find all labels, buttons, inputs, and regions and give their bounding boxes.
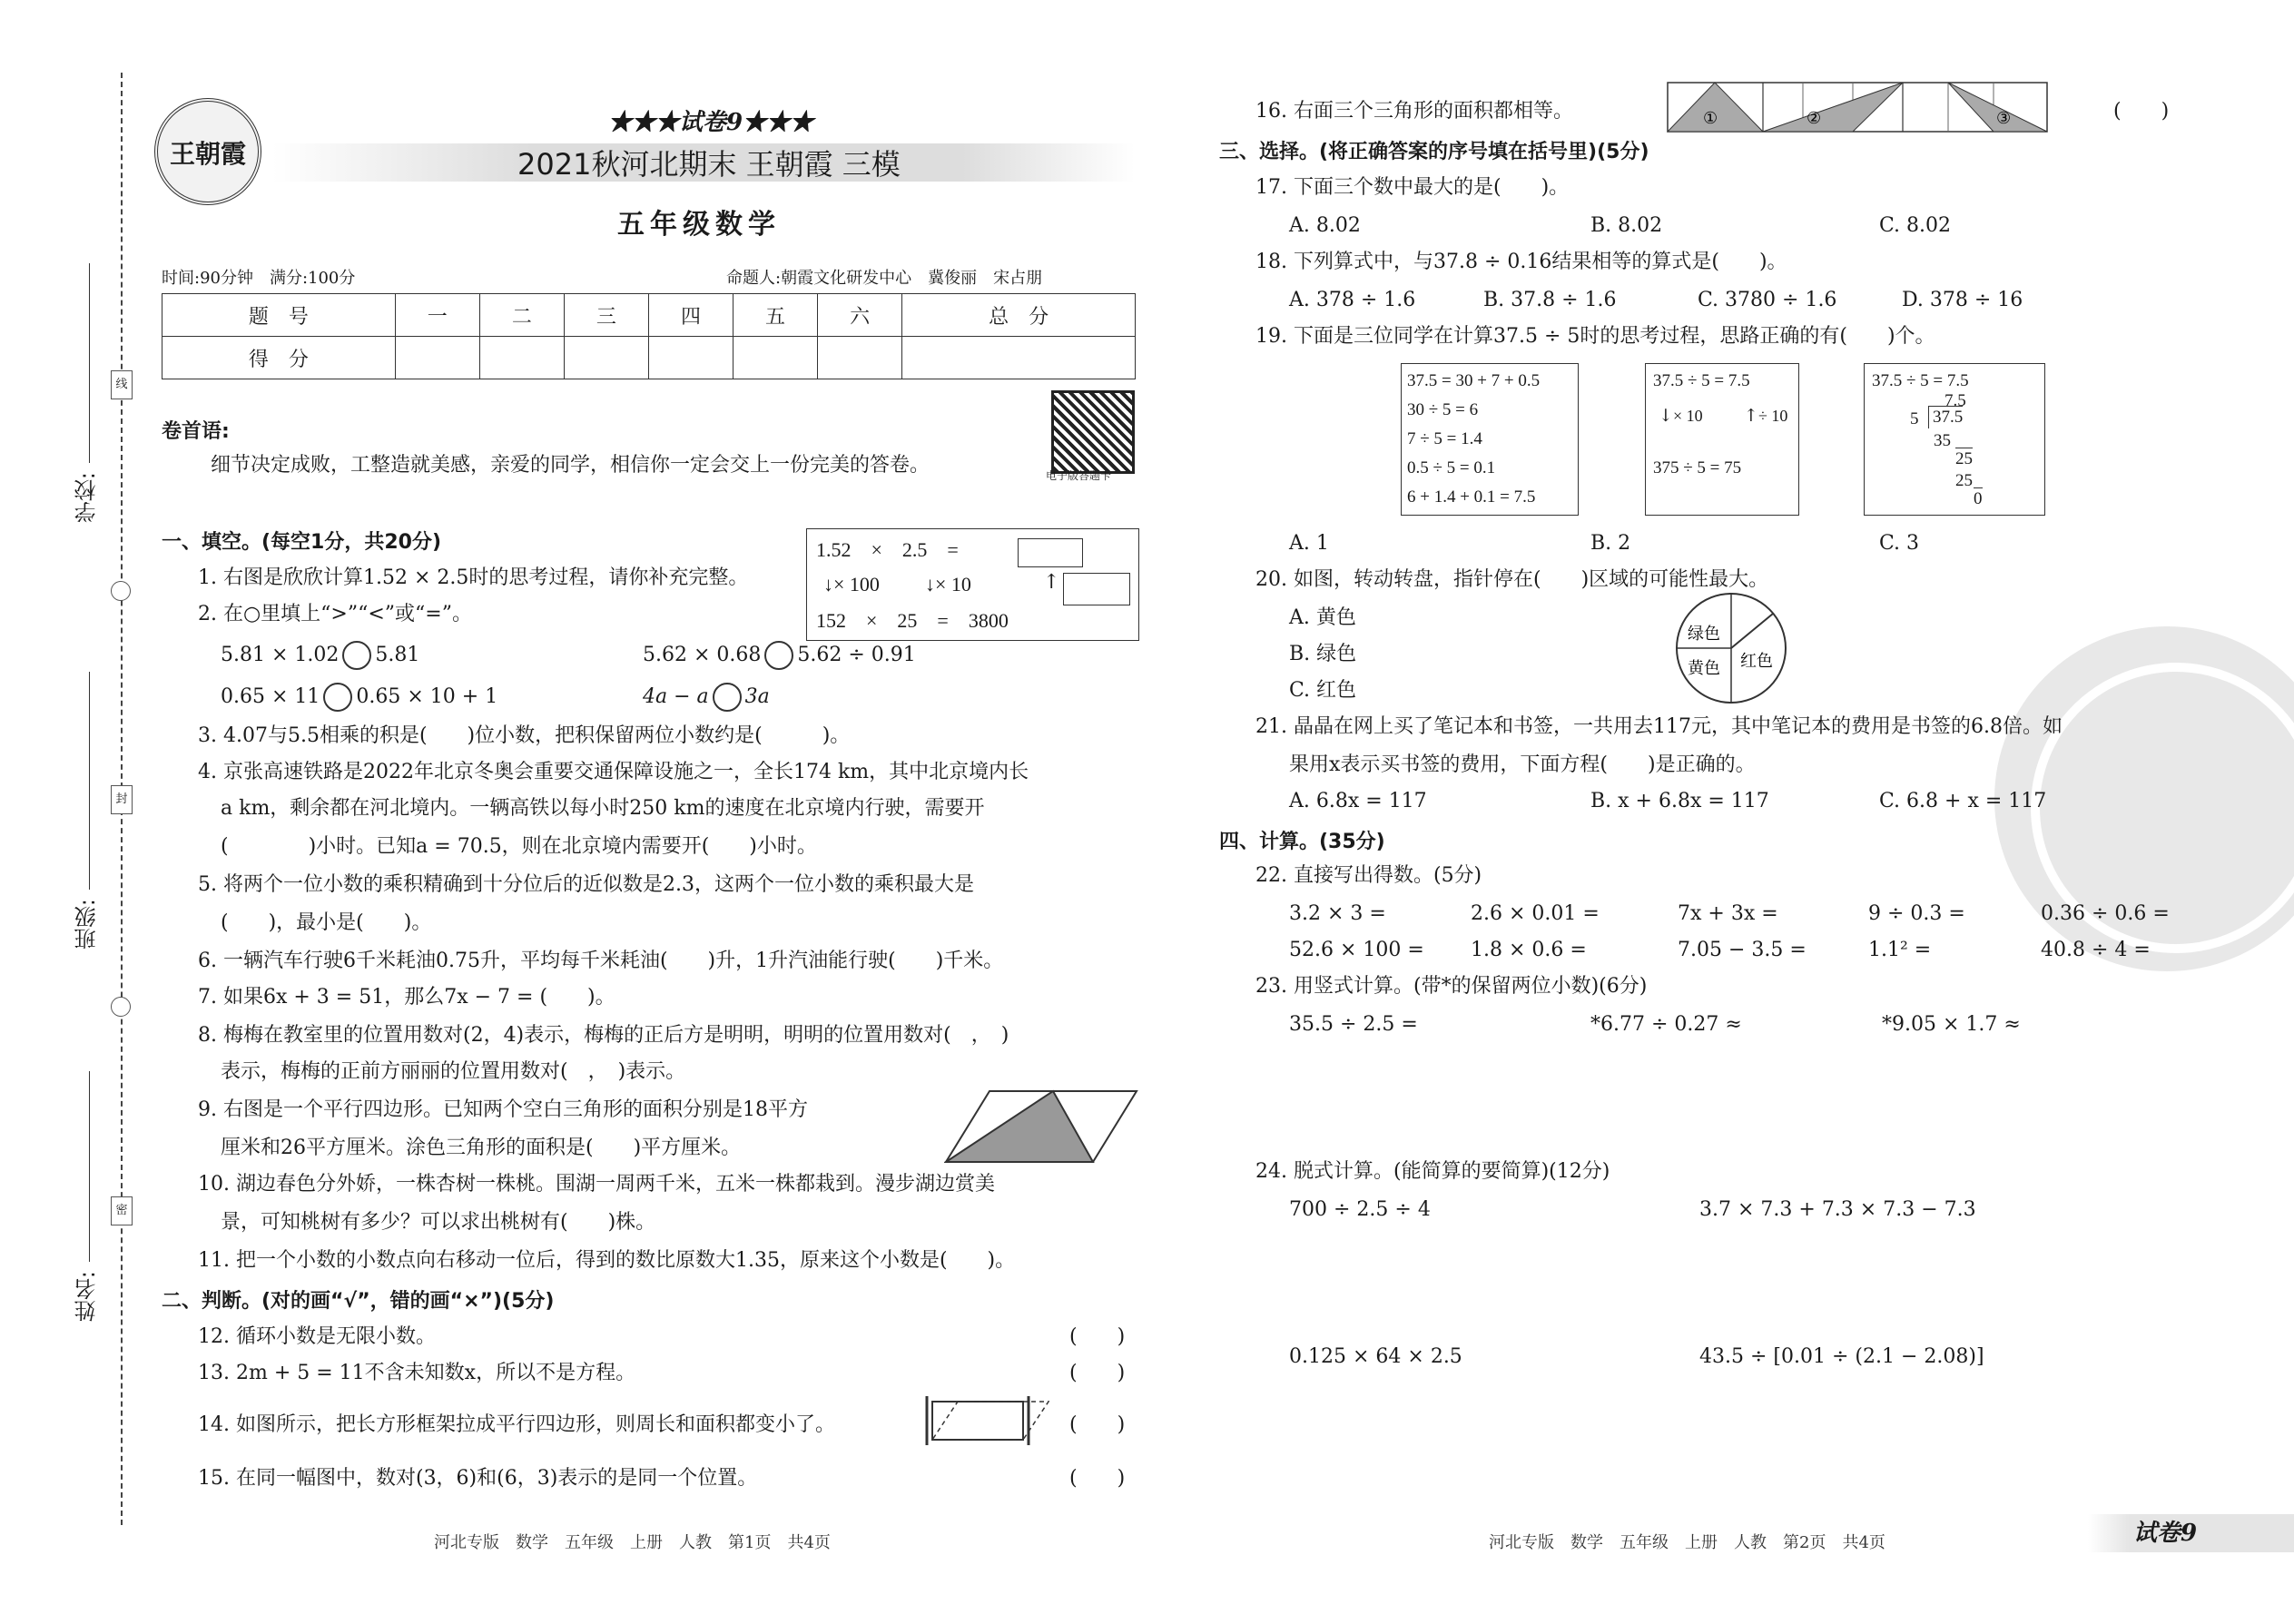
q8-line1: 8. 梅梅在教室里的位置用数对(2，4)表示，梅梅的正后方是明明，明明的位置用数对( ， )	[198, 1024, 1009, 1047]
spinner-figure	[1675, 592, 1787, 704]
q1-blank-box[interactable]	[1018, 538, 1083, 567]
q3: 3. 4.07与5.5相乘的积是( )位小数，把积保留两位小数约是( )。	[198, 724, 851, 747]
q19: 19. 下面是三位同学在计算37.5 ÷ 5时的思考过程，思路正确的有( )个。	[1255, 325, 1935, 348]
q22-item[interactable]: 40.8 ÷ 4 =	[2041, 939, 2151, 961]
score-header: 四	[648, 294, 733, 337]
class-label: 班级:	[74, 899, 100, 950]
q22-item[interactable]: 9 ÷ 0.3 =	[1868, 902, 1965, 925]
q17-option-a[interactable]: A. 8.02	[1289, 214, 1361, 237]
logo	[154, 98, 261, 205]
compare-circle[interactable]	[713, 683, 742, 712]
series-label: ★★★试卷9★★★	[608, 109, 814, 136]
q21-line2: 果用x表示买书签的费用，下面方程( )是正确的。	[1289, 753, 1756, 776]
up-arrow-icon: ↑	[1744, 406, 1758, 426]
q16-answer[interactable]: ( )	[2113, 100, 2170, 123]
q11: 11. 把一个小数的小数点向右移动一位后，得到的数比原数大1.35，原来这个小数是( )。	[198, 1249, 1016, 1272]
q17-option-c[interactable]: C. 8.02	[1879, 214, 1952, 237]
q20: 20. 如图，转动转盘，指针停在( )区域的可能性最大。	[1255, 568, 1769, 591]
score-cell[interactable]	[479, 337, 564, 379]
q20-option-a[interactable]: A. 黄色	[1289, 606, 1356, 629]
triangle-label: ①	[1703, 109, 1718, 128]
q24-item[interactable]: 3.7 × 7.3 + 7.3 × 7.3 − 7.3	[1699, 1198, 1976, 1221]
score-header: 五	[733, 294, 818, 337]
q1-row2b: ↓× 10	[925, 573, 971, 595]
q21-option-b[interactable]: B. x + 6.8x = 117	[1590, 790, 1769, 812]
q20-option-c[interactable]: C. 红色	[1289, 679, 1357, 702]
q24-item[interactable]: 43.5 ÷ [0.01 ÷ (2.1 − 2.08)]	[1699, 1345, 1984, 1368]
q24-item[interactable]: 0.125 × 64 × 2.5	[1289, 1345, 1462, 1368]
name-field[interactable]	[89, 1071, 90, 1262]
q2c: 0.65 × 11 0.65 × 10 + 1	[221, 683, 497, 712]
triangles-figure	[1667, 82, 2048, 133]
q1-row3: 152 × 25 = 3800	[816, 609, 1009, 632]
q4-line1: 4. 京张高速铁路是2022年北京冬奥会重要交通保障设施之一，全长174 km，其中北京境内长	[198, 761, 1029, 783]
preface-text: 细节决定成败，工整造就美感，亲爱的同学，相信你一定会交上一份完美的答卷。	[211, 454, 930, 477]
q12-answer[interactable]: ( )	[1069, 1325, 1126, 1348]
q22-item[interactable]: 7.05 − 3.5 =	[1678, 939, 1807, 961]
qr-code[interactable]	[1051, 390, 1135, 474]
q1-row1: 1.52 × 2.5 =	[816, 538, 959, 561]
exam-title: 2021秋河北期末 王朝霞 三模	[517, 147, 901, 182]
section-4-title: 四、计算。(35分)	[1219, 831, 1385, 853]
section-3-title: 三、选择。(将正确答案的序号填在括号里)(5分)	[1219, 141, 1649, 163]
q24-item[interactable]: 700 ÷ 2.5 ÷ 4	[1289, 1198, 1431, 1221]
q21-line1: 21. 晶晶在网上买了笔记本和书签，一共用去117元，其中笔记本的费用是书签的6.8倍。如	[1255, 715, 2063, 738]
q2b: 5.62 × 0.68 5.62 ÷ 0.91	[643, 641, 916, 670]
q19-option-a[interactable]: A. 1	[1289, 532, 1329, 555]
q14: 14. 如图所示，把长方形框架拉成平行四边形，则周长和面积都变小了。	[198, 1413, 835, 1436]
triangle-label: ②	[1807, 109, 1822, 128]
section-1-title: 一、填空。(每空1分，共20分)	[162, 531, 442, 554]
q1-figure	[806, 528, 1139, 641]
score-table	[162, 293, 1136, 379]
q2: 2. 在○里填上“>”“<”或“=”。	[198, 603, 472, 625]
score-cell[interactable]	[564, 337, 648, 379]
sector-label: 黄色	[1688, 659, 1720, 678]
rectangle-frame	[932, 1402, 1023, 1440]
subject-title: 五年级数学	[617, 209, 781, 241]
q9-line1: 9. 右图是一个平行四边形。已知两个空白三角形的面积分别是18平方	[198, 1098, 808, 1121]
q22-item[interactable]: 0.36 ÷ 0.6 =	[2041, 902, 2170, 925]
parallelogram-frame	[932, 1402, 1049, 1440]
q1-row2a: ↓× 100	[823, 573, 880, 595]
q20-option-b[interactable]: B. 绿色	[1289, 643, 1357, 665]
q4-line2: a km，剩余都在河北境内。一辆高铁以每小时250 km的速度在北京境内行驶，需要开	[221, 797, 985, 820]
frame-figure	[921, 1394, 1058, 1449]
q22-item[interactable]: 2.6 × 0.01 =	[1471, 902, 1600, 925]
preface-title: 卷首语:	[162, 420, 230, 443]
q1-blank-box[interactable]	[1063, 573, 1130, 605]
up-arrow-icon: ↑	[1043, 571, 1060, 594]
score-cell[interactable]	[648, 337, 733, 379]
q5-line2: ( )，最小是( )。	[221, 911, 432, 934]
logo-text: 王朝霞	[169, 139, 246, 169]
footer-tag: 试卷9	[2133, 1520, 2198, 1547]
q2a: 5.81 × 1.02 5.81	[221, 641, 419, 670]
q19-method-3: 37.5 ÷ 5 = 7.5 7.5 5 37.5 35 25 25 0	[1864, 363, 2045, 516]
score-cell[interactable]	[733, 337, 818, 379]
binding-hole	[111, 581, 131, 601]
school-field[interactable]	[89, 263, 90, 463]
q13-answer[interactable]: ( )	[1069, 1362, 1126, 1384]
score-cell[interactable]	[902, 337, 1136, 379]
q12: 12. 循环小数是无限小数。	[198, 1325, 436, 1348]
compare-circle[interactable]	[764, 641, 793, 670]
q19-option-b[interactable]: B. 2	[1590, 532, 1631, 555]
score-header: 三	[564, 294, 648, 337]
score-cell[interactable]	[395, 337, 479, 379]
triangle-label: ③	[1996, 109, 2012, 128]
q18-option-a[interactable]: A. 378 ÷ 1.6	[1289, 289, 1416, 311]
q13: 13. 2m + 5 = 11不含未知数x，所以不是方程。	[198, 1362, 636, 1384]
q18-option-c[interactable]: C. 3780 ÷ 1.6	[1698, 289, 1837, 311]
class-field[interactable]	[89, 672, 90, 890]
score-label: 得 分	[162, 337, 396, 379]
score-header: 题 号	[162, 294, 396, 337]
q19-option-c[interactable]: C. 3	[1879, 532, 1920, 555]
q22-item[interactable]: 1.1² =	[1868, 939, 1932, 961]
q22-item[interactable]: 3.2 × 3 =	[1289, 902, 1386, 925]
parallelogram-figure	[944, 1089, 1138, 1164]
sector-label: 绿色	[1688, 625, 1720, 644]
q19-method-1: 37.5 = 30 + 7 + 0.5 30 ÷ 5 = 6 7 ÷ 5 = 1.4 0.5 ÷ 5 = 0.1 6 + 1.4 + 0.1 = 7.5	[1401, 363, 1579, 516]
q19-method-2: 37.5 ÷ 5 = 7.5 ↓ × 10 ↑ ÷ 10 375 ÷ 5 = 75	[1645, 363, 1799, 516]
name-label: 姓名:	[74, 1271, 100, 1323]
compare-circle[interactable]	[323, 683, 352, 712]
q23-item[interactable]: 35.5 ÷ 2.5 =	[1289, 1013, 1418, 1036]
score-header: 二	[479, 294, 564, 337]
time-info: 时间:90分钟 满分:100分	[162, 269, 356, 288]
q22-item[interactable]: 7x + 3x =	[1678, 902, 1778, 925]
q10-line1: 10. 湖边春色分外娇，一株杏树一株桃。围湖一周两千米，五米一株都栽到。漫步湖边赏美	[198, 1173, 995, 1196]
mark-xian: 线	[111, 370, 133, 399]
score-cell[interactable]	[818, 337, 902, 379]
q15: 15. 在同一幅图中，数对(3，6)和(6，3)表示的是同一个位置。	[198, 1467, 758, 1490]
footer-right: 河北专版 数学 五年级 上册 人教 第2页 共4页	[1489, 1533, 1885, 1552]
q2d: 4a − a 3a	[643, 683, 770, 712]
q8-line2: 表示，梅梅的正前方丽丽的位置用数对( ， )表示。	[221, 1060, 686, 1083]
q23: 23. 用竖式计算。(带*的保留两位小数)(6分)	[1255, 975, 1648, 998]
q23-item[interactable]: *9.05 × 1.7 ≈	[1882, 1013, 2021, 1036]
qr-caption: 电子版答题卡	[1046, 469, 1112, 482]
q24: 24. 脱式计算。(能简算的要简算)(12分)	[1255, 1160, 1610, 1183]
binding-hole	[111, 997, 131, 1017]
down-arrow-icon: ↓	[1659, 406, 1673, 426]
q6: 6. 一辆汽车行驶6千米耗油0.75升，平均每千米耗油( )升，1升汽油能行驶( )千米。	[198, 950, 1004, 972]
q18-option-b[interactable]: B. 37.8 ÷ 1.6	[1483, 289, 1617, 311]
q21-option-c[interactable]: C. 6.8 + x = 117	[1879, 790, 2047, 812]
q21-option-a[interactable]: A. 6.8x = 117	[1289, 790, 1427, 812]
q10-line2: 景，可知桃树有多少？可以求出桃树有( )株。	[221, 1211, 656, 1234]
school-label: 学校:	[74, 472, 100, 524]
q16: 16. 右面三个三角形的面积都相等。	[1255, 100, 1573, 123]
score-header: 六	[818, 294, 902, 337]
authors: 命题人:朝霞文化研发中心 冀俊丽 宋占朋	[726, 269, 1043, 288]
q9-line2: 厘米和26平方厘米。涂色三角形的面积是( )平方厘米。	[221, 1137, 742, 1159]
q22: 22. 直接写出得数。(5分)	[1255, 864, 1482, 887]
mark-mi: 密	[111, 1196, 133, 1225]
q15-answer[interactable]: ( )	[1069, 1467, 1126, 1490]
footer-left: 河北专版 数学 五年级 上册 人教 第1页 共4页	[434, 1533, 831, 1552]
q7: 7. 如果6x + 3 = 51，那么7x − 7 = ( )。	[198, 986, 615, 1009]
q18: 18. 下列算式中，与37.8 ÷ 0.16结果相等的算式是( )。	[1255, 251, 1787, 273]
sector-label: 红色	[1740, 652, 1773, 671]
score-header: 总 分	[902, 294, 1136, 337]
compare-circle[interactable]	[342, 641, 371, 670]
q17-option-b[interactable]: B. 8.02	[1590, 214, 1663, 237]
q22-item[interactable]: 52.6 × 100 =	[1289, 939, 1424, 961]
q22-item[interactable]: 1.8 × 0.6 =	[1471, 939, 1587, 961]
q14-answer[interactable]: ( )	[1069, 1413, 1126, 1436]
q1: 1. 右图是欣欣计算1.52 × 2.5时的思考过程，请你补充完整。	[198, 566, 749, 589]
q23-item[interactable]: *6.77 ÷ 0.27 ≈	[1590, 1013, 1742, 1036]
q5-line1: 5. 将两个一位小数的乘积精确到十分位后的近似数是2.3，这两个一位小数的乘积最大是	[198, 873, 974, 896]
section-2-title: 二、判断。(对的画“√”，错的画“×”)(5分)	[162, 1290, 555, 1313]
q17: 17. 下面三个数中最大的是( )。	[1255, 176, 1570, 199]
score-header: 一	[395, 294, 479, 337]
mark-feng: 封	[111, 785, 133, 814]
q4-line3: ( )小时。已知a = 70.5，则在北京境内需要开( )小时。	[221, 835, 817, 858]
q18-option-d[interactable]: D. 378 ÷ 16	[1902, 289, 2023, 311]
